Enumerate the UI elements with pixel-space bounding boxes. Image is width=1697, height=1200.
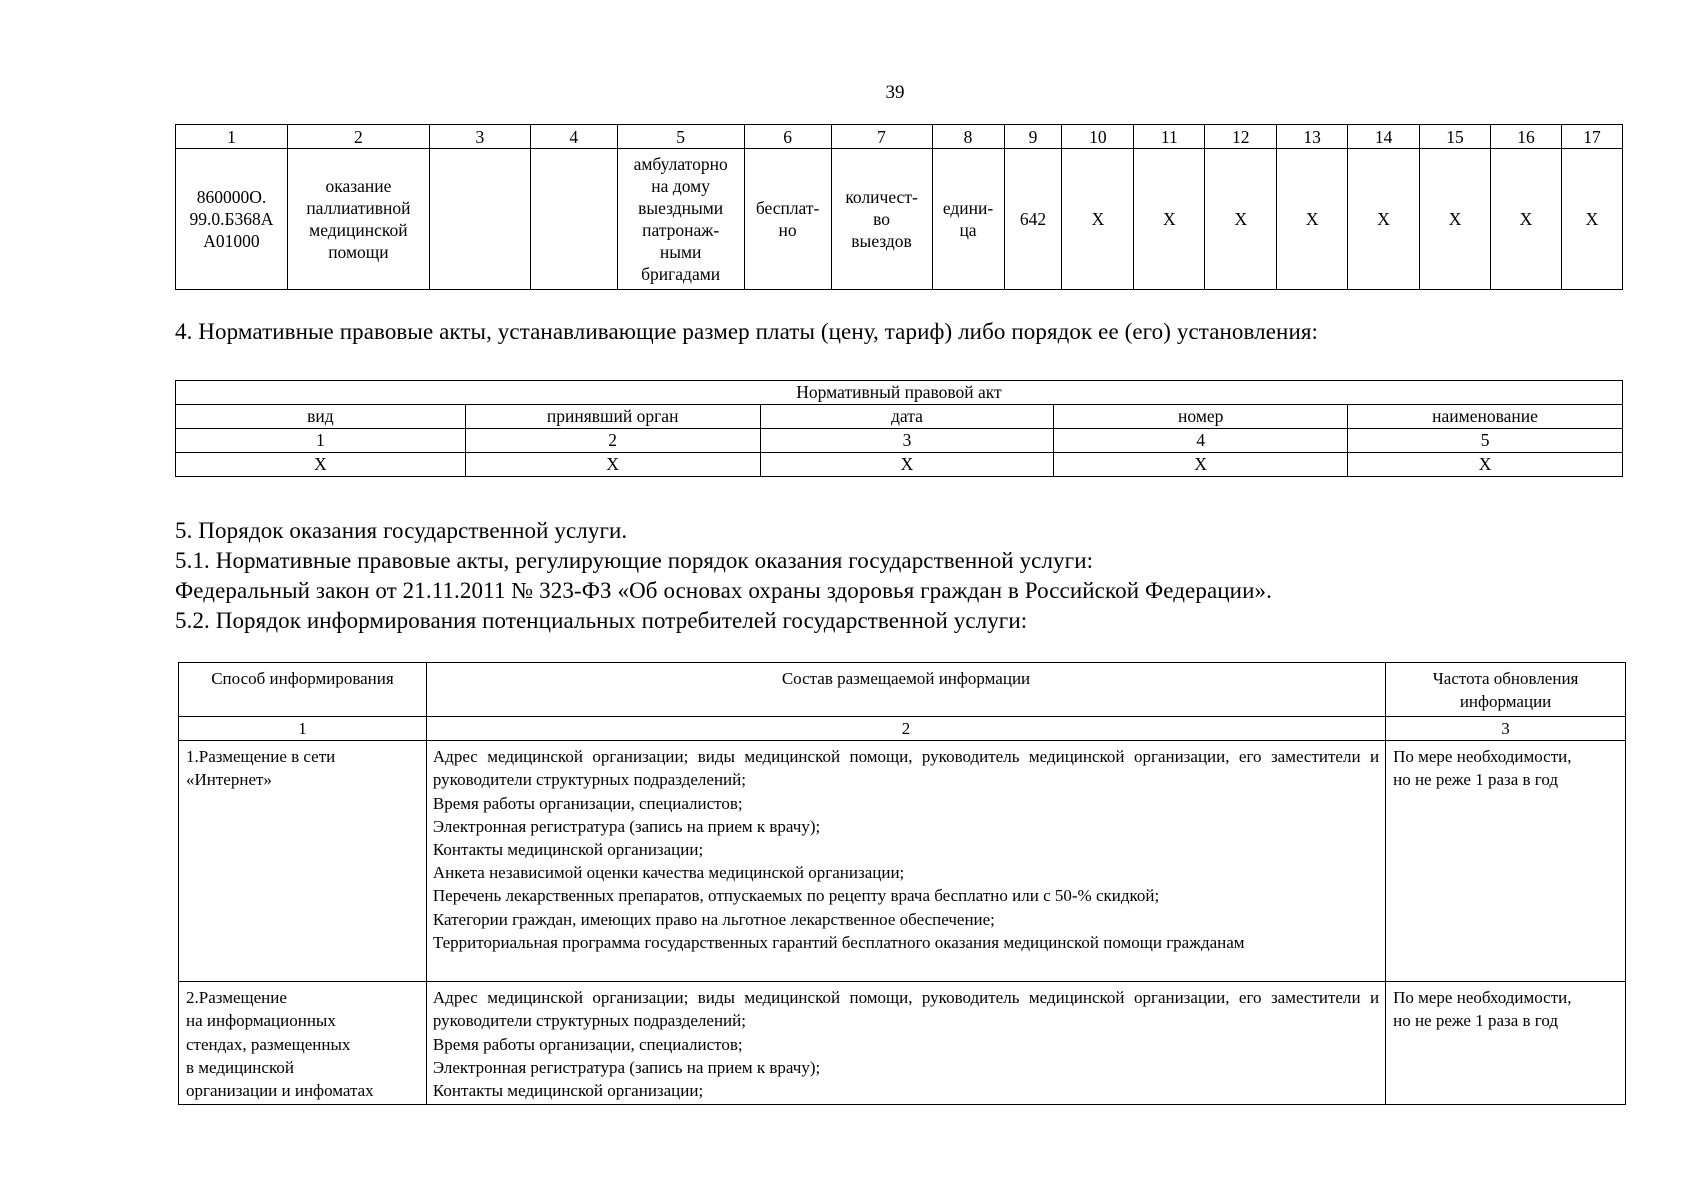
- content-cell: [426, 741, 1385, 982]
- method-cell: 1.Размещение в сети «Интернет»: [179, 741, 427, 982]
- value-cell: X: [1561, 149, 1622, 290]
- indicator-name-cell: количест- во выездов: [831, 149, 932, 290]
- column-number: 2: [465, 429, 760, 453]
- method-cell: 2.Размещение на информационных стендах, размещенных в медицинской организации и инфоматах: [179, 982, 427, 1105]
- value-cell: X: [760, 453, 1054, 477]
- column-header: номер: [1054, 405, 1348, 429]
- content-cell: [426, 982, 1385, 1105]
- empty-cell: [530, 149, 617, 290]
- column-header: Способ информирования: [179, 663, 427, 717]
- section-5-1-heading: 5.1. Нормативные правовые акты, регулирующие порядок оказания государственной услуги:: [175, 548, 1094, 573]
- column-number: 1: [176, 125, 288, 149]
- table-header-row: [176, 125, 1623, 149]
- service-volume-table: [175, 124, 1623, 290]
- value-cell: X: [1348, 453, 1623, 477]
- table-title: Нормативный правовой акт: [176, 381, 1623, 405]
- column-number: 3: [429, 125, 530, 149]
- value-cell: X: [1054, 453, 1348, 477]
- table-row: [176, 429, 1623, 453]
- value-cell: X: [176, 453, 466, 477]
- column-number: 7: [831, 125, 932, 149]
- table-header-row: [179, 663, 1626, 717]
- table-row: [176, 453, 1623, 477]
- column-number: 3: [760, 429, 1054, 453]
- column-number: 2: [287, 125, 429, 149]
- column-header: дата: [760, 405, 1054, 429]
- column-number: 14: [1348, 125, 1420, 149]
- table-row: [179, 717, 1626, 741]
- column-number: 11: [1134, 125, 1205, 149]
- column-number: 13: [1277, 125, 1348, 149]
- value-cell: X: [1348, 149, 1420, 290]
- column-number: 12: [1205, 125, 1277, 149]
- column-header: наименование: [1348, 405, 1623, 429]
- column-number: 10: [1062, 125, 1134, 149]
- unit-cell: едини- ца: [932, 149, 1004, 290]
- federal-law-text: Федеральный закон от 21.11.2011 № 323-ФЗ «Об основах охраны здоровья граждан в Российской Федерации».: [175, 578, 1272, 603]
- table-header-row: [176, 405, 1623, 429]
- table-row: [176, 149, 1623, 290]
- section-5-2-heading: 5.2. Порядок информирования потенциальных потребителей государственной услуги:: [175, 608, 1028, 633]
- service-condition-cell: амбулаторно на дому выездными патронаж- ными бригадами: [617, 149, 744, 290]
- value-cell: X: [1277, 149, 1348, 290]
- value-cell: X: [1205, 149, 1277, 290]
- service-name-cell: оказание паллиативной медицинской помощи: [287, 149, 429, 290]
- content-line: Контакты медицинской организации;: [432, 1081, 704, 1101]
- registry-code-cell: 860000О. 99.0.Б368А А01000: [176, 149, 288, 290]
- frequency-cell: По мере необходимости, но не реже 1 раза в год: [1386, 982, 1626, 1105]
- column-number: 17: [1561, 125, 1622, 149]
- column-number: 3: [1386, 717, 1626, 741]
- frequency-cell: По мере необходимости, но не реже 1 раза в год: [1386, 741, 1626, 982]
- content-line: Электронная регистратура (запись на прием к врачу);: [432, 1057, 821, 1077]
- value-cell: X: [1490, 149, 1561, 290]
- content-line: Время работы организации, специалистов;: [432, 1034, 743, 1054]
- column-header: вид: [176, 405, 466, 429]
- column-number: 9: [1004, 125, 1062, 149]
- section-5-heading: 5. Порядок оказания государственной услуги.: [175, 518, 628, 543]
- content-line: Территориальная программа государственных гарантий бесплатного оказания медицинской помощи гражданам: [432, 932, 1245, 952]
- column-header: Частота обновления информации: [1386, 663, 1626, 717]
- unit-code-cell: 642: [1004, 149, 1062, 290]
- column-header: принявший орган: [465, 405, 760, 429]
- column-header: Состав размещаемой информации: [426, 663, 1385, 717]
- content-line: Анкета независимой оценки качества медицинской организации;: [432, 863, 905, 883]
- column-number: 5: [617, 125, 744, 149]
- informing-methods-table: [178, 662, 1626, 1105]
- payment-type-cell: бесплат- но: [744, 149, 831, 290]
- column-number: 15: [1420, 125, 1491, 149]
- empty-cell: [429, 149, 530, 290]
- table-title-row: [176, 381, 1623, 405]
- page-number: 39: [885, 82, 905, 103]
- content-line: Адрес медицинской организации; виды медицинской помощи, руководитель медицинской организации, его заместители и руководители структурных подразделений;: [432, 747, 1380, 790]
- value-cell: X: [465, 453, 760, 477]
- content-line: Время работы организации, специалистов;: [432, 793, 743, 813]
- column-number: 4: [1054, 429, 1348, 453]
- table-row: [179, 982, 1626, 1105]
- content-line: Электронная регистратура (запись на прием к врачу);: [432, 816, 821, 836]
- content-line: Адрес медицинской организации; виды медицинской помощи, руководитель медицинской организации, его заместители и руководители структурных подразделений;: [432, 988, 1380, 1031]
- section-4-heading: 4. Нормативные правовые акты, устанавливающие размер платы (цену, тариф) либо порядок ее (его) установления:: [175, 319, 1319, 344]
- column-number: 6: [744, 125, 831, 149]
- column-number: 8: [932, 125, 1004, 149]
- content-line: Перечень лекарственных препаратов, отпускаемых по рецепту врача бесплатно или с 50-% скидкой;: [432, 886, 1160, 906]
- column-number: 5: [1348, 429, 1623, 453]
- column-number: 4: [530, 125, 617, 149]
- content-line: Категории граждан, имеющих право на льготное лекарственное обеспечение;: [432, 909, 995, 929]
- legal-acts-table: [175, 380, 1623, 477]
- column-number: 1: [176, 429, 466, 453]
- value-cell: X: [1420, 149, 1491, 290]
- column-number: 1: [179, 717, 427, 741]
- table-row: [179, 741, 1626, 982]
- content-line: Контакты медицинской организации;: [432, 840, 704, 860]
- column-number: 16: [1490, 125, 1561, 149]
- value-cell: X: [1134, 149, 1205, 290]
- value-cell: X: [1062, 149, 1134, 290]
- column-number: 2: [426, 717, 1385, 741]
